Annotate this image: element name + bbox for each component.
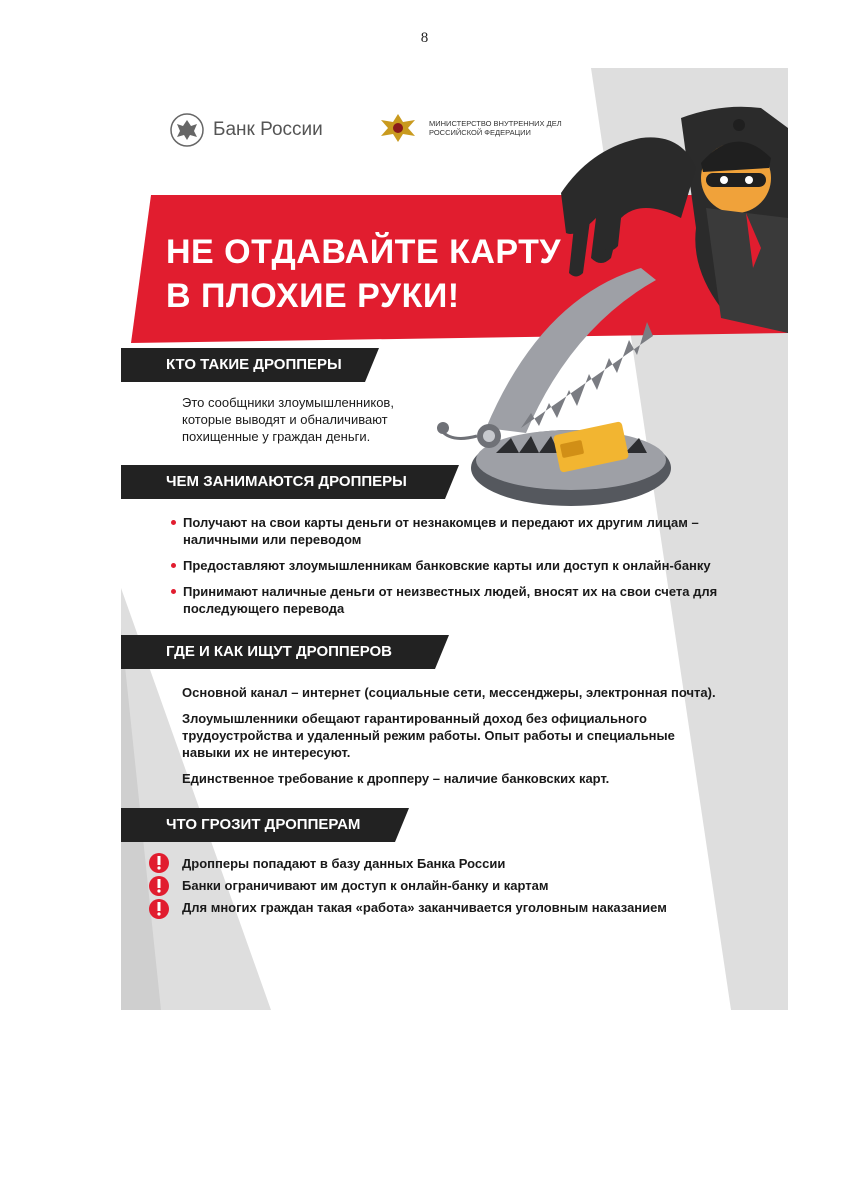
- paragraph: Основной канал – интернет (социальные сети, мессенджеры, электронная почта).: [182, 685, 716, 700]
- list-item: Принимают наличные деньги от неизвестных людей, вносят их на свои счета для последующего перевода: [171, 583, 741, 617]
- paragraph: Единственное требование к дропперу – наличие банковских карт.: [182, 771, 610, 786]
- headline: [166, 230, 561, 318]
- section-list-risks: [182, 852, 762, 918]
- bank-of-russia-name: Банк России: [213, 119, 323, 140]
- headline-line-1: НЕ ОТДАВАЙТЕ КАРТУ: [166, 233, 562, 271]
- section-title-where: ГДЕ И КАК ИЩУТ ДРОППЕРОВ: [166, 643, 393, 660]
- eagle-emblem-icon: [169, 112, 205, 148]
- section-title-who: КТО ТАКИЕ ДРОППЕРЫ: [166, 356, 342, 373]
- page-number: 8: [420, 30, 429, 46]
- section-header-what: [121, 465, 459, 499]
- list-item: Предоставляют злоумышленникам банковские карты или доступ к онлайн-банку: [171, 557, 741, 574]
- warning-item-text: Банки ограничивают им доступ к онлайн-банку и картам: [182, 877, 549, 893]
- section-header-where: [121, 635, 449, 669]
- section-text-where: [182, 684, 742, 796]
- mvd-name: МИНИСТЕРСТВО ВНУТРЕННИХ ДЕЛ РОССИЙСКОЙ ФЕДЕРАЦИИ: [429, 119, 562, 137]
- list-item: Получают на свои карты деньги от незнакомцев и передают их другим лицам – наличными или переводом: [171, 514, 741, 548]
- list-item: [182, 852, 762, 874]
- section-header-risks: [121, 808, 409, 842]
- paragraph: Злоумышленники обещают гарантированный доход без официального трудоустройства и удаленный режим работы. Опыт работы и специальные навыки их не интересуют.: [182, 711, 675, 760]
- section-list-what: [171, 514, 741, 626]
- section-title-what: ЧЕМ ЗАНИМАЮТСЯ ДРОППЕРЫ: [166, 473, 407, 490]
- section-text-who: Это сообщники злоумышленников, которые выводят и обналичивают похищенные у граждан деньги.: [182, 395, 394, 444]
- section-header-who: [121, 348, 379, 382]
- poster: [121, 68, 788, 1010]
- mvd-emblem-icon: [375, 110, 421, 146]
- warning-icons: [149, 853, 169, 919]
- headline-line-2: В ПЛОХИЕ РУКИ!: [166, 277, 460, 315]
- warning-item-text: Дропперы попадают в базу данных Банка России: [182, 855, 506, 871]
- list-item: [182, 874, 762, 896]
- warning-item-text: Для многих граждан такая «работа» заканчивается уголовным наказанием: [182, 899, 667, 915]
- bank-of-russia-logo: [169, 112, 323, 148]
- mvd-logo: [375, 110, 579, 146]
- list-item: [182, 896, 762, 918]
- section-title-risks: ЧТО ГРОЗИТ ДРОППЕРАМ: [166, 816, 361, 833]
